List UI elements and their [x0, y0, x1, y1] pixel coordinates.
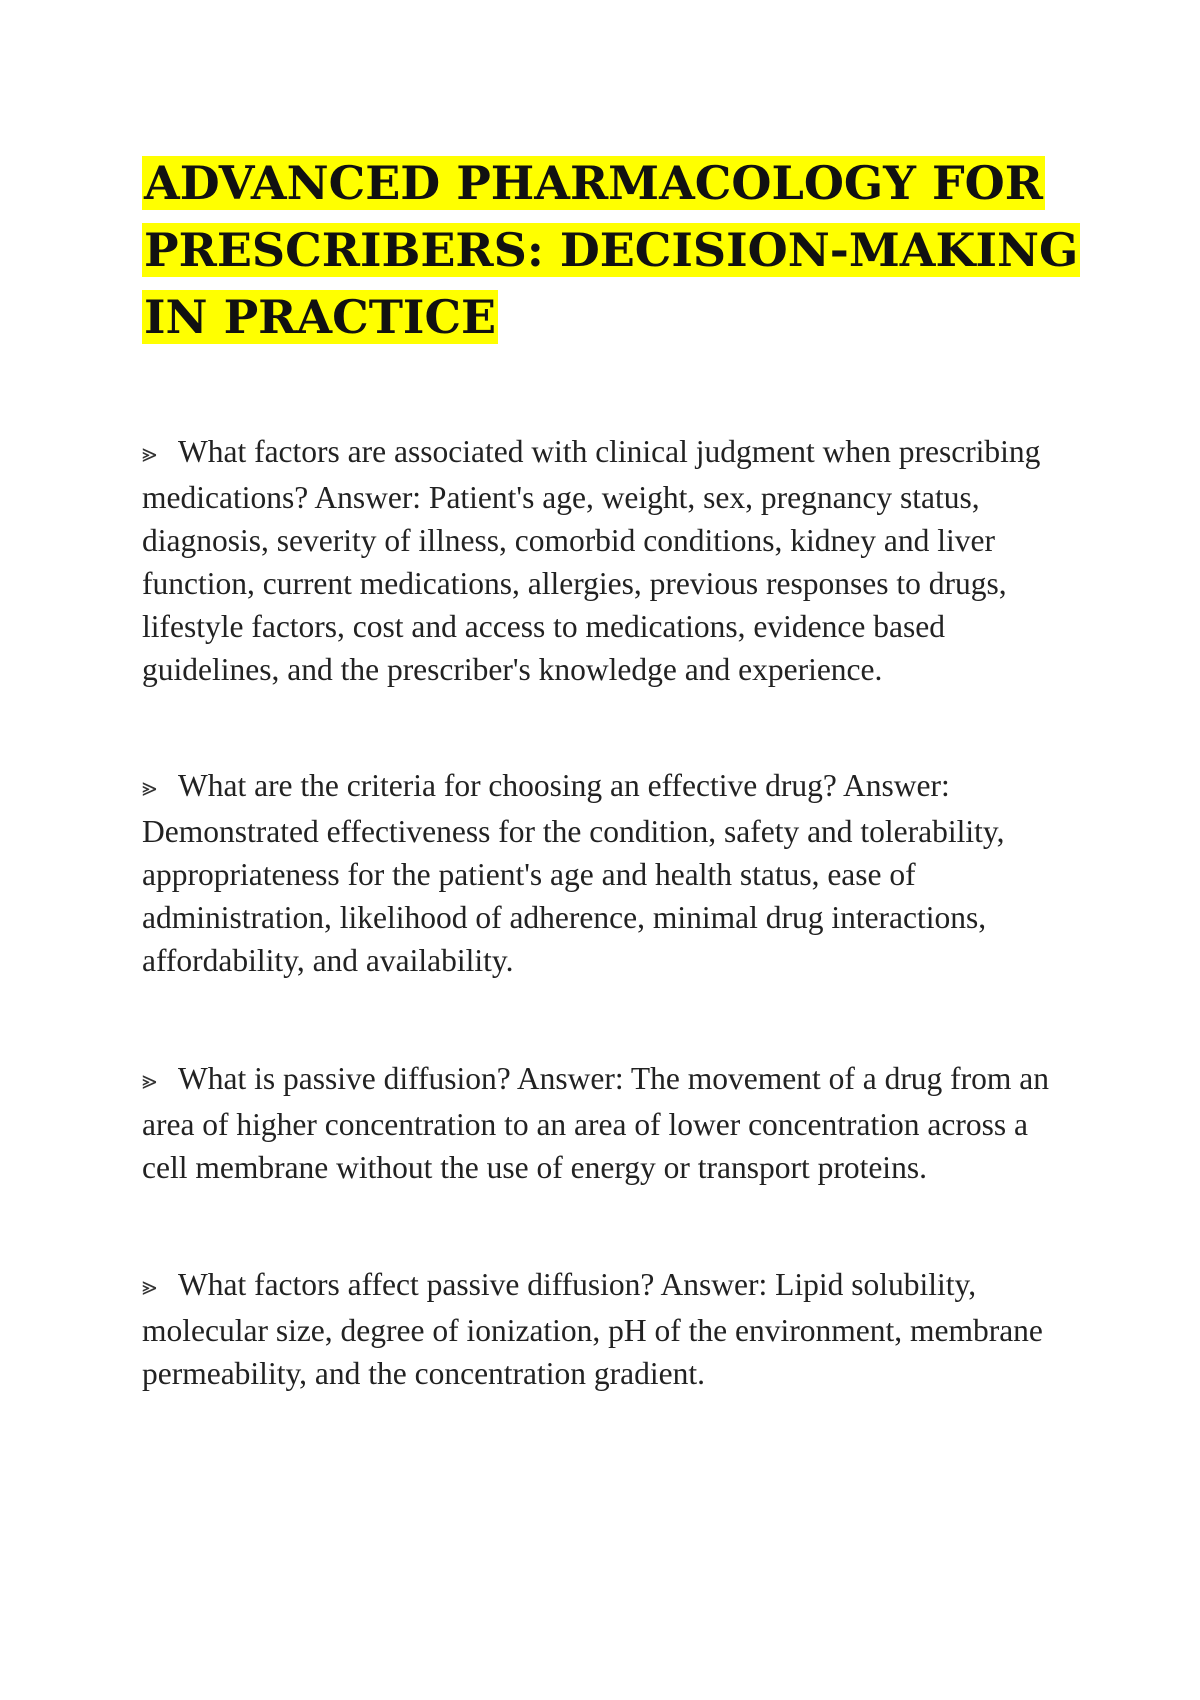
qa-item	[142, 1057, 1062, 1189]
qa-text: What is passive diffusion? Answer: The movement of a drug from an area of higher concentration to an area of lower concentration across a cell membrane without the use of energy or transport proteins.	[142, 1061, 1050, 1185]
arrow-bullet-icon: ⪢	[142, 1272, 157, 1302]
arrow-bullet-icon: ⪢	[142, 439, 157, 469]
arrow-bullet-icon: ⪢	[142, 773, 157, 803]
qa-item	[142, 1263, 1062, 1395]
qa-item	[142, 430, 1062, 691]
qa-text: What factors are associated with clinical judgment when prescribing medications? Answer: Patient's age, weight, sex, pregnancy status, diagnosis, severity of illness, comorbid conditions, kidney and liver function, current medications, allergies, previous responses to drugs, lifestyle factors, cost and access to medications, evidence based guidelines, and the prescriber's knowledge and experience.	[142, 434, 1041, 687]
qa-text: What factors affect passive diffusion? Answer: Lipid solubility, molecular size, degree of ionization, pH of the environment, membrane permeability, and the concentration gradient.	[142, 1267, 1043, 1391]
title-highlight: ADVANCED PHARMACOLOGY FOR PRESCRIBERS: DECISION-MAKING IN PRACTICE	[144, 156, 1079, 344]
qa-item	[142, 764, 1062, 982]
arrow-bullet-icon: ⪢	[142, 1066, 157, 1096]
document-title	[142, 150, 1082, 351]
qa-text: What are the criteria for choosing an effective drug? Answer: Demonstrated effectiveness for the condition, safety and tolerability, appropriateness for the patient's age and health status, ease of administration, likelihood of adherence, minimal drug interactions, affordability, and availability.	[142, 768, 1005, 978]
